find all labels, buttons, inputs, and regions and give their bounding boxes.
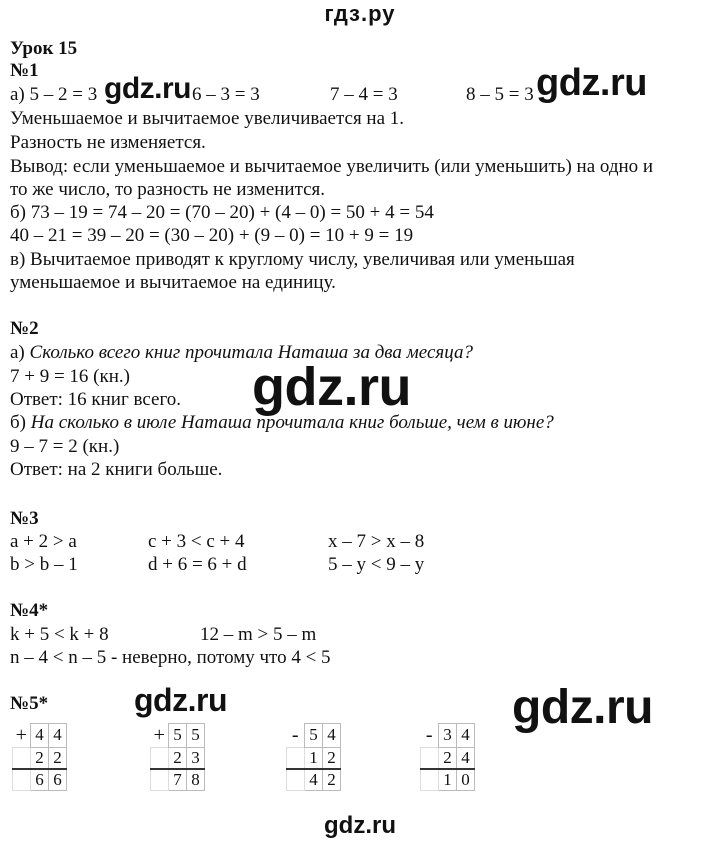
digit-cell: 1 (305, 747, 323, 769)
watermark: gdz.ru (512, 681, 653, 734)
task1-line-a4: 8 – 5 = 3 (466, 84, 534, 105)
digit-cell: 5 (305, 724, 323, 748)
task4-r2: n – 4 < n – 5 - неверно, потому что 4 < 5 (10, 647, 331, 668)
result-cell: 2 (323, 769, 341, 791)
result-cell: 6 (49, 769, 67, 791)
task1-line-a3: 7 – 4 = 3 (330, 84, 398, 105)
task1-line4: Вывод: если уменьшаемое и вычитаемое увеличить (или уменьшить) на одно и (10, 156, 654, 177)
task1-line6: б) 73 – 19 = 74 – 20 = (70 – 20) + (4 – 0) = 50 + 4 = 54 (10, 202, 434, 223)
task1-line-a1: а) 5 – 2 = 3 (10, 84, 98, 105)
task3-r2c3: 5 – y < 9 – y (328, 554, 425, 575)
task3-r1c2: c + 3 < c + 4 (148, 531, 245, 552)
digit-cell: 2 (31, 747, 49, 769)
operator-sign: - (291, 723, 299, 746)
task2-b (10, 412, 554, 434)
digit-cell: 5 (169, 724, 187, 748)
digit-cell: 4 (323, 724, 341, 748)
task2-a-calc: 7 + 9 = 16 (кн.) (10, 366, 130, 387)
site-footer-watermark[interactable]: gdz.ru (324, 812, 396, 839)
column-subtraction-1 (286, 723, 341, 791)
column-subtraction-2 (420, 723, 475, 791)
task3-r2c1: b > b – 1 (10, 554, 78, 575)
column-addition-1 (12, 723, 67, 791)
result-cell: 7 (169, 769, 187, 791)
digit-cell: 2 (323, 747, 341, 769)
task2-b-answer: Ответ: на 2 книги больше. (10, 459, 223, 480)
task1-line7: 40 – 21 = 39 – 20 = (30 – 20) + (9 – 0) = 10 + 9 = 19 (10, 225, 414, 246)
task2-a-answer: Ответ: 16 книг всего. (10, 389, 182, 410)
task2-b-question: На сколько в июле Наташа прочитала книг больше, чем в июне? (30, 412, 554, 433)
operator-sign: + (153, 723, 165, 746)
watermark: gdz.ru (252, 357, 411, 417)
result-cell: 8 (187, 769, 205, 791)
watermark: gdz.ru (104, 72, 191, 105)
task1-line8: в) Вычитаемое приводят к круглому числу, увеличивая или уменьшая (10, 249, 575, 270)
task5-number: №5* (10, 693, 49, 714)
digit-cell: 5 (187, 724, 205, 748)
task1-line5: то же число, то разность не изменится. (10, 179, 326, 200)
digit-cell: 4 (31, 724, 49, 748)
task2-number: №2 (10, 318, 39, 339)
result-cell: 4 (305, 769, 323, 791)
task3-r1c3: x – 7 > x – 8 (328, 531, 425, 552)
task4-number: №4* (10, 600, 49, 621)
task2-a-prefix: а) (10, 342, 25, 363)
task3-r1c1: a + 2 > a (10, 531, 77, 552)
digit-cell: 4 (457, 724, 475, 748)
watermark: gdz.ru (536, 62, 647, 104)
task1-line2: Уменьшаемое и вычитаемое увеличивается на 1. (10, 108, 405, 129)
digit-cell: 3 (439, 724, 457, 748)
result-cell: 0 (457, 769, 475, 791)
digit-cell: 2 (169, 747, 187, 769)
digit-cell: 2 (49, 747, 67, 769)
result-cell: 6 (31, 769, 49, 791)
operator-sign: + (15, 723, 27, 746)
result-cell: 1 (439, 769, 457, 791)
task3-number: №3 (10, 508, 39, 529)
column-addition-2 (150, 723, 205, 791)
task4-r1c2: 12 – m > 5 – m (200, 624, 317, 645)
task1-line9: уменьшаемое и вычитаемое на единицу. (10, 272, 336, 293)
task1-number: №1 (10, 60, 39, 81)
digit-cell: 4 (49, 724, 67, 748)
task4-r1c1: k + 5 < k + 8 (10, 624, 109, 645)
digit-cell: 2 (439, 747, 457, 769)
lesson-title: Урок 15 (10, 38, 78, 59)
watermark: gdz.ru (134, 682, 227, 718)
operator-sign: - (425, 723, 433, 746)
digit-cell: 4 (457, 747, 475, 769)
task3-r2c2: d + 6 = 6 + d (148, 554, 247, 575)
task2-b-calc: 9 – 7 = 2 (кн.) (10, 436, 120, 457)
task2-b-prefix: б) (10, 412, 26, 433)
site-header[interactable]: гдз.ру (324, 1, 396, 26)
digit-cell: 3 (187, 747, 205, 769)
task1-line3: Разность не изменяется. (10, 132, 206, 153)
task1-line-a2: 6 – 3 = 3 (192, 84, 260, 105)
task2-a-question: Сколько всего книг прочитала Наташа за два месяца? (29, 342, 473, 363)
